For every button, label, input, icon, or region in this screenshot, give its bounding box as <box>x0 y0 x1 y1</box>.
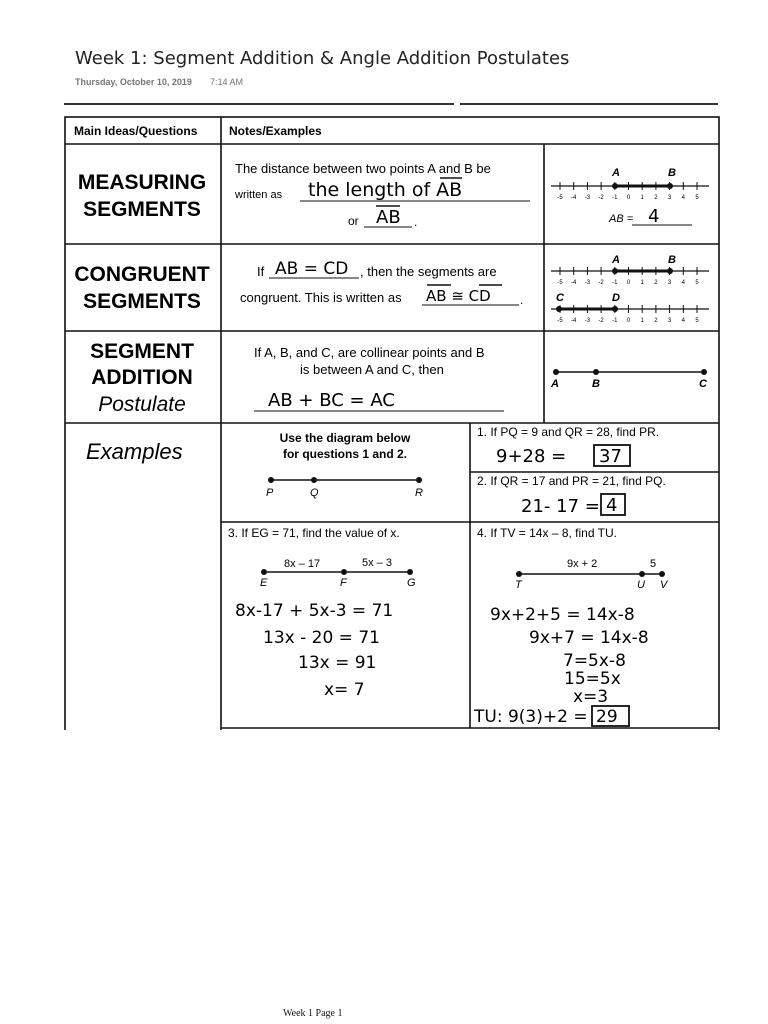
notes-worksheet <box>64 116 720 730</box>
col-header-notes: Notes/Examples <box>229 124 322 138</box>
label-g: G <box>407 577 416 589</box>
label-p: P <box>266 487 274 499</box>
congruent-answer-1: AB = CD <box>275 259 349 279</box>
tick-label: -1 <box>612 318 618 324</box>
q4-work-line5: x=3 <box>573 687 609 707</box>
q3-work-line3: 13x = 91 <box>298 653 377 673</box>
measuring-or: or <box>348 214 359 228</box>
measuring-text-line2: written as <box>235 189 283 201</box>
measuring-answer-2: AB <box>376 207 401 228</box>
label-b: B <box>668 167 676 179</box>
heading-segments-2: SEGMENTS <box>83 290 201 313</box>
efg-diagram <box>260 557 416 589</box>
ab-equals-label: AB = <box>609 213 634 225</box>
q1-answer: 37 <box>599 446 622 467</box>
tick-label: 2 <box>654 195 658 201</box>
tick-label: -5 <box>557 280 563 286</box>
pqr-diagram <box>266 477 423 499</box>
heading-congruent: CONGRUENT <box>74 263 210 286</box>
label-d: D <box>612 292 620 304</box>
label-c-3: C <box>699 378 707 390</box>
tick-label: -5 <box>557 318 563 324</box>
tick-label: 2 <box>654 318 658 324</box>
tick-label: 3 <box>667 280 672 286</box>
tick-label: 4 <box>681 318 685 324</box>
tick-label: -3 <box>584 195 591 201</box>
congruent-if: If <box>257 264 265 279</box>
worksheet-svg <box>64 116 720 730</box>
heading-postulate: Postulate <box>98 393 186 416</box>
q3-work-line2: 13x - 20 = 71 <box>263 628 380 648</box>
q2-work: 21- 17 = <box>521 496 600 517</box>
heading-segment: SEGMENT <box>90 340 194 363</box>
svg-text:.: . <box>520 293 524 307</box>
diagram-note-line2: for questions 1 and 2. <box>282 447 408 461</box>
heading-examples: Examples <box>86 439 183 464</box>
tick-label: 5 <box>695 318 699 324</box>
label-b-2: B <box>668 254 676 266</box>
label-a: A <box>612 167 620 179</box>
number-line-ab <box>551 167 709 201</box>
measuring-answer-1: the length of AB <box>308 179 463 201</box>
tick-label: 4 <box>681 195 685 201</box>
heading-measuring: MEASURING <box>77 171 207 194</box>
question-2: 2. If QR = 17 and PR = 21, find PQ. <box>477 474 666 488</box>
page-title: Week 1: Segment Addition & Angle Addition Postulates <box>75 48 570 69</box>
tick-label: 0 <box>626 318 631 324</box>
label-q: Q <box>310 487 319 499</box>
collinear-points-diagram <box>550 369 708 390</box>
addition-text-line1: If A, B, and C, are collinear points and B <box>254 345 485 360</box>
q4-work-line4: 15=5x <box>564 669 621 689</box>
tick-label: -2 <box>598 195 604 201</box>
measuring-text-line1: The distance between two points A and B be <box>235 161 491 176</box>
congruent-text-line1: , then the segments are <box>360 264 497 279</box>
q4-seg-label-2: 5 <box>650 558 657 570</box>
tick-label: 3 <box>667 195 672 201</box>
page-time: 7:14 AM <box>210 77 244 87</box>
point-a <box>612 183 618 189</box>
question-3: 3. If EG = 71, find the value of x. <box>228 526 400 540</box>
q3-seg-label-2: 5x – 3 <box>362 557 392 569</box>
question-4: 4. If TV = 14x – 8, find TU. <box>477 526 617 540</box>
q4-work-line3: 7=5x-8 <box>563 651 626 671</box>
label-c: C <box>556 292 564 304</box>
svg-text:.: . <box>414 215 418 229</box>
tick-label: 2 <box>654 280 658 286</box>
tick-label: 1 <box>640 318 644 324</box>
q3-seg-label-1: 8x – 17 <box>284 558 321 570</box>
point-b <box>667 183 673 189</box>
tuv-diagram <box>515 558 669 591</box>
q3-work-line4: x= 7 <box>324 680 365 700</box>
q4-answer: 29 <box>596 707 618 727</box>
q4-work-line1: 9x+2+5 = 14x-8 <box>490 605 635 625</box>
addition-answer: AB + BC = AC <box>268 390 395 411</box>
tick-label: -4 <box>571 195 577 201</box>
heading-addition: ADDITION <box>91 366 193 389</box>
tick-label: 0 <box>626 280 631 286</box>
q4-work-line2: 9x+7 = 14x-8 <box>529 628 649 648</box>
label-b-3: B <box>592 378 600 390</box>
tick-label: 1 <box>640 280 644 286</box>
addition-text-line2: is between A and C, then <box>300 362 444 377</box>
q2-answer: 4 <box>606 495 618 516</box>
tick-label: -2 <box>598 318 604 324</box>
tick-label: -4 <box>571 280 577 286</box>
tick-label: -3 <box>584 280 591 286</box>
q3-work-line1: 8x-17 + 5x-3 = 71 <box>235 601 394 621</box>
tick-label: 1 <box>640 195 644 201</box>
page-footer: Week 1 Page 1 <box>283 1008 343 1019</box>
tick-label: 4 <box>681 280 685 286</box>
label-v: V <box>660 579 668 591</box>
tick-label: 5 <box>695 280 699 286</box>
q4-final: TU: 9(3)+2 = <box>474 707 588 727</box>
label-t: T <box>515 579 522 591</box>
q1-work: 9+28 = <box>496 446 567 467</box>
heading-segments-1: SEGMENTS <box>83 198 201 221</box>
label-u: U <box>637 579 645 591</box>
tick-label: -1 <box>612 280 618 286</box>
diagram-note-line1: Use the diagram below <box>279 431 411 445</box>
label-r: R <box>415 487 423 499</box>
congruent-answer-2: AB ≅ CD <box>426 287 491 305</box>
label-a-3: A <box>551 378 559 390</box>
tick-label: 5 <box>695 195 699 201</box>
congruent-text-line2: congruent. This is written as <box>240 290 402 305</box>
tick-label: -4 <box>571 318 577 324</box>
number-line-congruent <box>551 254 709 324</box>
divider-left <box>64 103 454 105</box>
tick-label: 0 <box>626 195 631 201</box>
col-header-main-ideas: Main Ideas/Questions <box>74 124 198 138</box>
q4-seg-label-1: 9x + 2 <box>567 558 598 570</box>
label-f: F <box>340 577 347 589</box>
tick-label: -3 <box>584 318 591 324</box>
ab-value: 4 <box>648 206 660 227</box>
question-1: 1. If PQ = 9 and QR = 28, find PR. <box>477 425 660 439</box>
tick-label: -1 <box>612 195 618 201</box>
label-a-2: A <box>612 254 620 266</box>
label-e: E <box>260 577 268 589</box>
tick-label: -5 <box>557 195 563 201</box>
divider-right <box>460 103 718 105</box>
tick-label: -2 <box>598 280 604 286</box>
page-date: Thursday, October 10, 2019 <box>75 77 192 87</box>
tick-label: 3 <box>667 318 672 324</box>
